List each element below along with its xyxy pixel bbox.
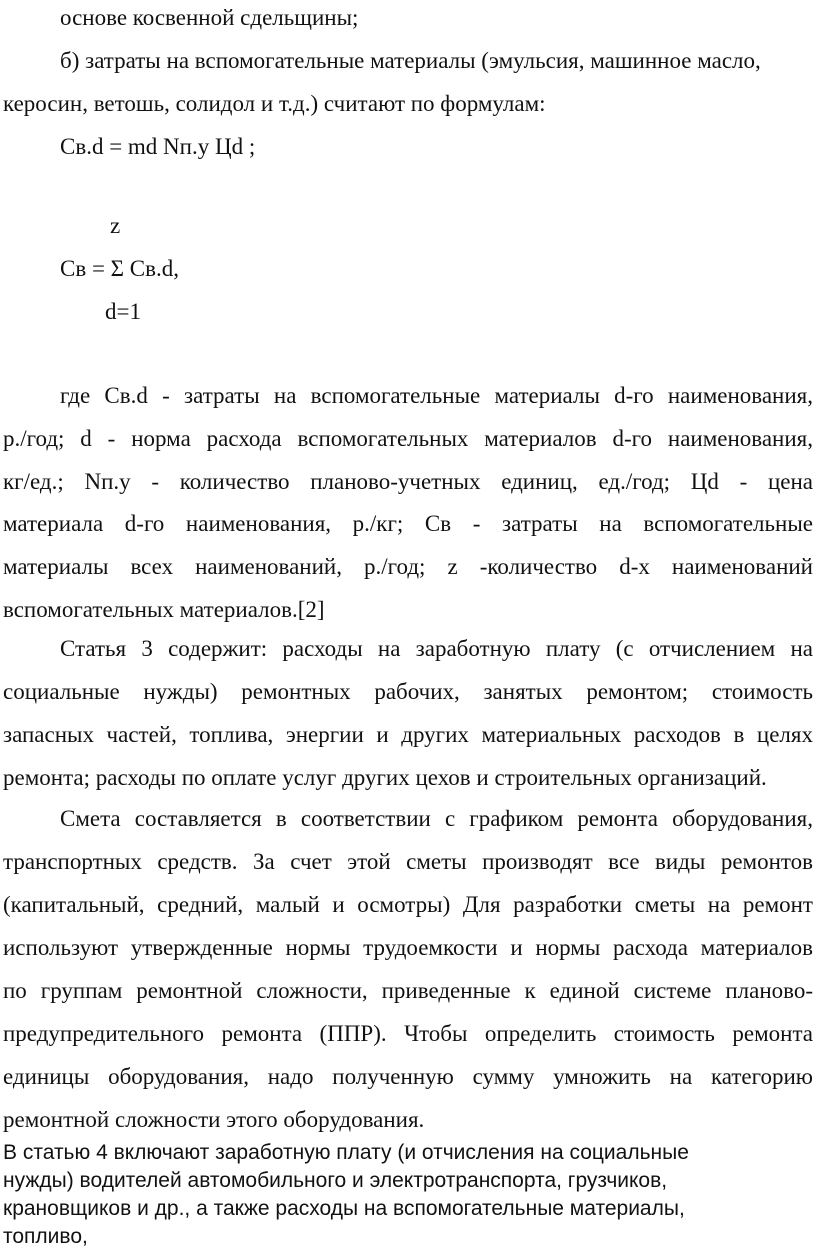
paragraph-definitions-line: р./год; d - норма расхода вспомогательных материалов d-го наименования, [3, 426, 813, 451]
paragraph-estimate-line: Смета составляется в соответствии с графиком ремонта оборудования, [60, 806, 813, 831]
formula-sum-upper-limit: z [110, 213, 121, 238]
formula-total-cost: Св = Σ Св.d, [60, 256, 180, 281]
paragraph-article3-line: ремонта; расходы по оплате услуг других цехов и строительных организаций. [3, 765, 767, 790]
text-line: б) затраты на вспомогательные материалы (эмульсия, машинное масло, [60, 48, 761, 73]
paragraph-definitions-line: кг/ед.; Nп.у - количество планово-учетных единиц, ед./год; Цd - цена [3, 469, 813, 494]
paragraph-estimate-line: транспортных средств. За счет этой сметы производят все виды ремонтов [3, 849, 813, 874]
paragraph-article4-line: В статью 4 включают заработную плату (и отчисления на социальные [3, 1141, 689, 1164]
paragraph-article4-line: крановщиков и др., а также расходы на вспомогательные материалы, [3, 1197, 685, 1220]
paragraph-estimate-line: ремонтной сложности этого оборудования. [3, 1107, 425, 1132]
paragraph-article3-line: Статья 3 содержит: расходы на заработную плату (с отчислением на [60, 636, 813, 661]
paragraph-article4-line: нужды) водителей автомобильного и электротранспорта, грузчиков, [3, 1169, 668, 1192]
paragraph-estimate-line: единицы оборудования, надо полученную сумму умножить на категорию [3, 1064, 813, 1089]
text-line: основе косвенной сдельщины; [60, 5, 359, 30]
paragraph-definitions-line: вспомогательных материалов.[2] [3, 597, 325, 622]
paragraph-estimate-line: (капитальный, средний, малый и осмотры) Для разработки сметы на ремонт [3, 892, 813, 917]
paragraph-article3-line: запасных частей, топлива, энергии и других материальных расходов в целях [3, 722, 813, 747]
paragraph-estimate-line: предупредительного ремонта (ППР). Чтобы определить стоимость ремонта [3, 1021, 813, 1046]
text-line: керосин, ветошь, солидол и т.д.) считают по формулам: [3, 91, 546, 116]
formula-cost-per-material: Св.d = md Nп.у Цd ; [60, 134, 256, 159]
paragraph-estimate-line: используют утвержденные нормы трудоемкости и нормы расхода материалов [3, 935, 813, 960]
paragraph-estimate-line: по группам ремонтной сложности, приведенные к единой системе планово- [3, 978, 813, 1003]
paragraph-article3-line: социальные нужды) ремонтных рабочих, занятых ремонтом; стоимость [3, 679, 813, 704]
paragraph-definitions-line: материала d-го наименования, р./кг; Св - затраты на вспомогательные [3, 511, 813, 536]
formula-sum-lower-limit: d=1 [105, 299, 141, 324]
paragraph-definitions-line: где Св.d - затраты на вспомогательные материалы d-го наименования, [60, 383, 813, 408]
paragraph-article4-line: топливо, [3, 1225, 88, 1248]
paragraph-definitions-line: материалы всех наименований, р./год; z -количество d-х наименований [3, 554, 813, 579]
